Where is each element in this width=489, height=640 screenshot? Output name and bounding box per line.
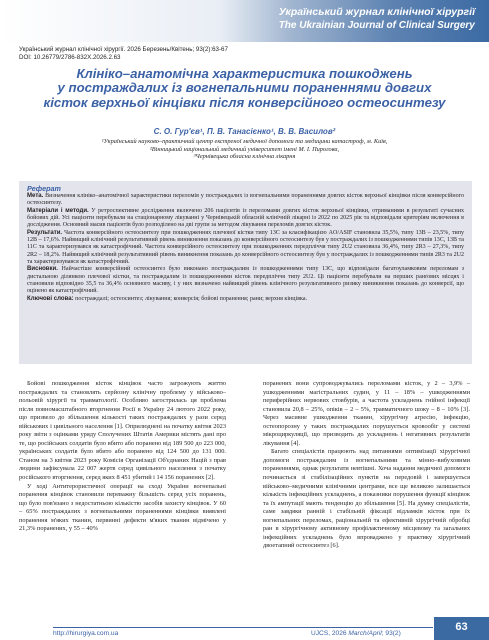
page-number: 63 (434, 617, 489, 640)
keywords-label: Ключові слова: (27, 295, 74, 302)
footer-issue: March/April (348, 630, 382, 637)
abstract-aim (27, 193, 464, 208)
doi-line[interactable]: DOI: 10.26779/2786-832X.2026.2.63 (19, 54, 121, 61)
body-paragraph: Бойові пошкодження кісток кінцівок часто загрожують життю постраждалих та становлять серйозну клінічну проблему у військово–польовій хірургії та травматології. Особливо загострилась ця проблема після повномасштабного вторгнення Росії в Україну 24 лютого 2022 року, що призвело до збільшення кількості таких постраждалих у рази серед військових і цивільного населення [1]. Оприлюднені на початку квітня 2023 року звіти з оцінками уряду Сполучених Штатів Америки містять дані про те, що російських солдатів було вбито або поранено від 189 500 до 223 000, українських солдатів було вбито або поранено від 124 500 до 131 000. Станом на 3 квітня 2023 року Комісія Організації Об'єднаних Націй з прав людини зафіксувала 22 007 жертв серед цивільного населення з початку російського вторгнення, серед яких 8 451 убитий і 14 156 поранених [2]. (19, 380, 226, 482)
abstract-box (19, 181, 472, 364)
citation-block (19, 46, 228, 62)
citation-line: Український журнал клінічної хірургії. 2026 Березень/Квітень; 93(2):63-67 (19, 46, 228, 53)
abstract-keywords (27, 296, 464, 303)
title-line: Клініко–анатомічна характеристика пошкоджень (76, 66, 413, 81)
body-paragraph: У ході Антитерористичної операції на сході України вогнепальні поранення кінцівок становили переважну більшість серед усіх поранень, що було пов'язано з недостатньою кількістю засобів захисту кінцівок. У 60 – 65% постраждалих з вогнепальними пораненнями кінцівки виявлені поранення м'яких тканин, первинні дефекти м'яких тканин відмічено у 21,3% поранених, у 55 – 40% (19, 482, 226, 533)
journal-name-ua: Український журнал клінічної хірургії (278, 6, 475, 18)
abstract-heading: Реферат (27, 184, 61, 193)
footer-journal-info (311, 630, 401, 637)
abstract-results (27, 230, 464, 267)
affiliation-2: ²Вінницький національний медичний університет імені М. І. Пирогова, (149, 145, 340, 153)
footer-rule (53, 627, 433, 628)
methods-label: Матеріали і методи. (27, 207, 89, 214)
journal-name-en: The Ukrainian Journal of Clinical Surgery (278, 20, 475, 31)
body-paragraph: поранених вони супроводжувались переломами кісток, у 2 – 3,9% – ушкодженнями магістральних судин, у 11 – 18% – ушкодженнями периферійних нервових стовбурів, а частота ускладнень гнійної інфекції становила 20,8 – 25%, опіків – 2 – 5%, травматичного шоку – 8 – 10% [3]. Через масивне ушкодження тканин, хірургічну агресію, інфекцію, остеопорозну у таких постраждалих порушується кровообіг у системі мікроциркуляції, що призводить до ускладнень і негативних результатів лікування [4]. (263, 380, 470, 447)
journal-header-band (0, 0, 489, 42)
affiliation-3: ³Чернівецька обласна клінічна лікарня (193, 153, 296, 161)
title-line: кісток верхньої кінцівки після конверсійного остеосинтезу (43, 94, 446, 110)
conclusions-text: Найчастіше конверсійний остеосинтез було виконано постраждалим із пошкодженнями типу 13С, що відповідали багатоуламковим переломам з дистальною ділянкою плечової кістки, та постраждалим із пошкодженнями кісток передпліччя типу 2U2. Ці пацієнти перебували на перших ранґових місцях і становили відповідно 35,5 та 36,4% основного масиву, і у них визначено найвищий рівень клінічного результативного ризику виникнення показань до конверсії, що оцінено як катастрофічний. (27, 266, 464, 295)
affiliations (0, 138, 489, 161)
body-column-left (19, 380, 226, 534)
title-line: у постраждалих із вогнепальними пораненнями довгих (57, 80, 432, 96)
body-column-right (263, 380, 470, 551)
journal-header-title (279, 6, 475, 32)
footer-volume: ; 93(2) (381, 630, 401, 637)
aim-label: Мета. (27, 193, 44, 199)
aim-text: Визначення клініко–анатомічної характеристики переломів у постраждалих із вогнепальними пораненнями довгих кісток верхньої кінцівки після конверсійного остеосинтезу. (27, 193, 464, 207)
affiliation-1: ¹Український науково–практичний центр екстреної медичної допомоги та медицини катастроф, м. Київ, (101, 138, 388, 145)
footer-journal-abbrev: UJCS, 2026 (311, 630, 349, 637)
conclusions-label: Висновки. (27, 266, 58, 273)
results-text: Частота конверсійного остеосинтезу при пошкодженнях плечової кістки типу 13С за класифікацією AO/ASIF становила 35,5%, типу 13В – 23,5%, типу 12В – 17,6%. Найвищий клінічний результативний рівень виникнення показань до конверсійного остеосинтезу був у постраждалих із пошкодженнями типів 13С, 13В та 11С та характеризувався як катастрофічний. Частота конверсійного остеосинтезу при пошкодженнях передпліччя типу 2U2 становила 36,4%, типу 2R3 – 27,3%, типу 2R2 – 18,2%. Найвищий клінічний результативний рівень виникнення показань до конверсійного остеосинтезу був у постраждалих із пошкодженнями типів 2R3 та 2U2 та характеризувався як катастрофічний. (27, 229, 464, 266)
methods-text: У ретроспективне дослідження включено 206 пацієнтів із переломами довгих кісток верхньої кінцівки, отриманими в результаті сучасних бойових дій. Усі пацієнти перебували на стаціонарному лікуванні у Чернівецькій обласній клінічній лікарні із 2022 по 2025 рік та відповідали критеріям включення в дослідження. Основний масив пацієнтів було розподілено на дві групи за методом лікування переломів довгих кісток. (27, 207, 464, 229)
authors: С. О. Гур'єв¹, П. В. Танасієнко¹, В. В. Василов² (153, 127, 336, 136)
results-label: Результати. (27, 229, 63, 236)
footer-url-link[interactable]: http://hirurgiya.com.ua (53, 630, 119, 637)
abstract-methods (27, 208, 464, 230)
keywords-text: постраждалі; остеосинтез; лікування; конверсія; бойові поранення; рани; верхня кінцівка. (73, 295, 308, 302)
abstract-conclusions (27, 266, 464, 295)
article-title (0, 67, 489, 110)
body-paragraph: Багато спеціалістів працюють над питаннями оптимізації хірургічної допомоги постраждалим із вогнепальними та мінно–вибуховими пораненнями, однак результати невтішні. Хоча надання медичної допомоги починається зі стабілізаційних пунктів на передовій і завершується військово–медичними клінічними центрами, все ще великою залишається кількість інфекційних ускладнень, а показники порушення функції кінцівок та їх ампутації мають тенденцію до збільшення [5]. На думку спеціалістів, саме завдяки ранній і стабільній фіксації відламків кісток при їх вогнепальних переломах, раціональній та ефективній хірургічній обробці ран в хірургічному активному профілактичному місцевому та загальних інфекційних ускладнень було впроваджено у практику хірургічний двоетапний остеосинтез [6]. (263, 448, 470, 550)
